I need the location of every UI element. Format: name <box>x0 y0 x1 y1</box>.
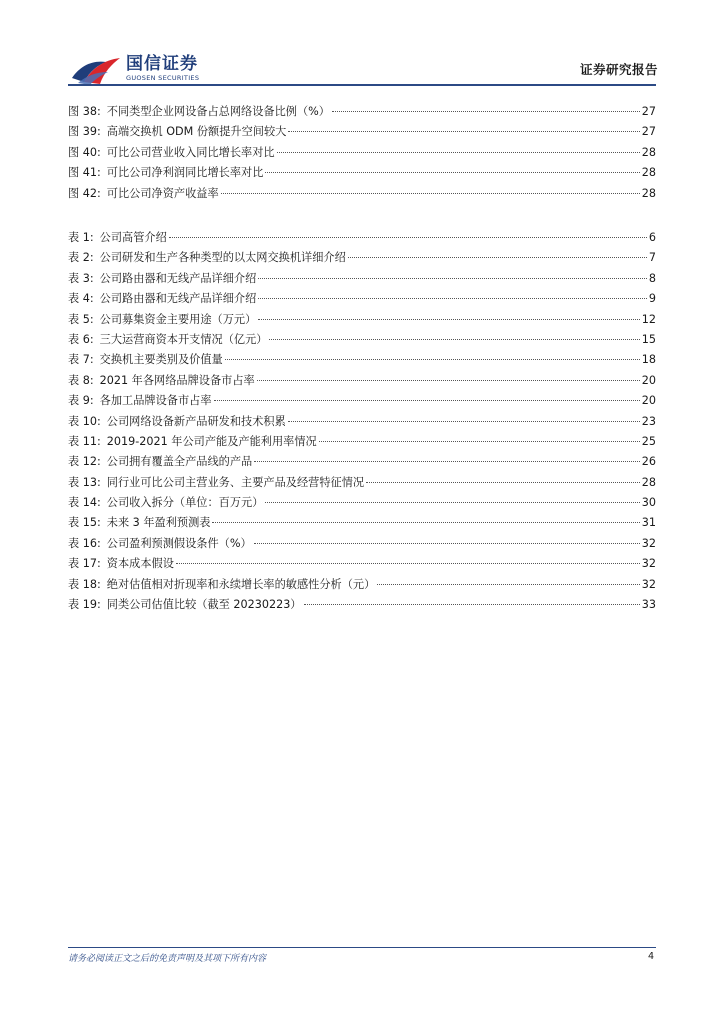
toc-entry-title: 2021 年各网络品牌设备市占率 <box>99 373 255 387</box>
figure-toc-entry[interactable] <box>68 163 656 183</box>
dot-leader <box>269 339 639 340</box>
report-type-label: 证券研究报告 <box>579 62 658 77</box>
table-toc-entry[interactable] <box>68 575 656 595</box>
toc-entry-title: 资本成本假设 <box>106 557 174 571</box>
figure-toc-entry[interactable] <box>68 102 656 122</box>
toc-entry-label: 表 2: <box>68 251 94 265</box>
toc-entry-page: 32 <box>641 557 656 571</box>
toc-entry-label: 图 39: <box>68 125 101 139</box>
page-header <box>0 0 724 92</box>
table-toc-entry[interactable] <box>68 432 656 452</box>
toc-entry-label: 表 19: <box>68 598 101 612</box>
table-toc-entry[interactable] <box>68 534 656 554</box>
toc-entry-label: 表 7: <box>68 353 94 367</box>
dot-leader <box>257 380 640 381</box>
toc-entry-page: 20 <box>641 394 656 408</box>
dot-leader <box>221 193 640 194</box>
dot-leader <box>225 359 640 360</box>
table-list <box>68 228 656 615</box>
toc-entry-page: 27 <box>641 105 656 118</box>
dot-leader <box>258 319 639 320</box>
toc-entry-page: 7 <box>648 251 656 265</box>
toc-entry-label: 图 40: <box>68 145 101 159</box>
toc-entry-page: 28 <box>641 186 656 200</box>
dot-leader <box>176 563 640 564</box>
toc-entry-page: 27 <box>641 125 656 139</box>
table-toc-entry[interactable] <box>68 452 656 472</box>
toc-entry-title: 公司路由器和无线产品详细介绍 <box>99 292 257 306</box>
table-toc-entry[interactable] <box>68 310 656 330</box>
toc-entry-title: 不同类型企业网设备占总网络设备比例（%） <box>106 105 330 118</box>
toc-entry-page: 20 <box>641 373 656 387</box>
toc-entry-page: 6 <box>648 231 656 244</box>
toc-entry-page: 32 <box>641 577 656 591</box>
footer-divider <box>68 947 656 948</box>
toc-entry-label: 表 12: <box>68 455 101 469</box>
toc-entry-page: 28 <box>641 145 656 159</box>
table-toc-entry[interactable] <box>68 473 656 493</box>
logo-chinese-text: 国信证券 <box>126 54 198 74</box>
toc-entry-page: 32 <box>641 536 656 550</box>
toc-entry-title: 未来 3 年盈利预测表 <box>106 516 211 530</box>
dot-leader <box>288 421 640 422</box>
toc-entry-title: 同行业可比公司主营业务、主要产品及经营特征情况 <box>106 475 365 489</box>
toc-entry-title: 三大运营商资本开支情况（亿元） <box>99 332 268 346</box>
disclaimer-note: 请务必阅读正文之后的免责声明及其项下所有内容 <box>68 954 267 964</box>
dot-leader <box>214 400 640 401</box>
table-toc-entry[interactable] <box>68 228 656 248</box>
toc-entry-label: 表 13: <box>68 475 101 489</box>
dot-leader <box>288 131 639 132</box>
toc-entry-page: 9 <box>648 292 656 306</box>
toc-entry-title: 可比公司营业收入同比增长率对比 <box>106 145 275 159</box>
toc-entry-label: 表 9: <box>68 394 94 408</box>
toc-entry-label: 表 16: <box>68 536 101 550</box>
figure-toc-entry[interactable] <box>68 184 656 204</box>
table-toc-entry[interactable] <box>68 554 656 574</box>
figure-list <box>68 102 656 204</box>
toc-entry-title: 公司盈利预测假设条件（%） <box>106 536 252 550</box>
dot-leader <box>258 298 647 299</box>
toc-entry-title: 高端交换机 ODM 份额提升空间较大 <box>106 125 287 139</box>
table-toc-entry[interactable] <box>68 289 656 309</box>
logo-english-text: GUOSEN SECURITIES <box>126 74 200 82</box>
toc-entry-label: 表 15: <box>68 516 101 530</box>
dot-leader <box>254 543 640 544</box>
toc-entry-page: 30 <box>641 496 656 510</box>
toc-entry-title: 可比公司净资产收益率 <box>106 186 219 200</box>
table-toc-entry[interactable] <box>68 269 656 289</box>
dot-leader <box>212 522 639 523</box>
toc-entry-page: 25 <box>641 434 656 448</box>
toc-entry-label: 表 3: <box>68 271 94 285</box>
dot-leader <box>304 604 640 605</box>
toc-entry-page: 8 <box>648 271 656 285</box>
toc-entry-label: 图 41: <box>68 166 101 180</box>
table-toc-entry[interactable] <box>68 595 656 615</box>
toc-entry-title: 公司网络设备新产品研发和技术积累 <box>106 414 286 428</box>
toc-entry-title: 公司高管介绍 <box>99 231 167 244</box>
dot-leader <box>254 461 640 462</box>
header-divider <box>68 84 656 86</box>
toc-entry-page: 28 <box>641 475 656 489</box>
guosen-logo-mark-icon <box>70 52 122 86</box>
toc-entry-label: 表 11: <box>68 434 101 448</box>
dot-leader <box>319 441 640 442</box>
dot-leader <box>265 172 639 173</box>
toc-entry-title: 可比公司净利润同比增长率对比 <box>106 166 264 180</box>
toc-entry-page: 33 <box>641 598 656 612</box>
toc-entry-label: 表 17: <box>68 557 101 571</box>
table-toc-entry[interactable] <box>68 493 656 513</box>
dot-leader <box>348 257 647 258</box>
toc-entry-title: 公司收入拆分（单位：百万元） <box>106 496 264 510</box>
toc-entry-label: 表 1: <box>68 231 94 244</box>
toc-entry-page: 31 <box>641 516 656 530</box>
table-toc-entry[interactable] <box>68 350 656 370</box>
toc-entry-title: 2019-2021 年公司产能及产能利用率情况 <box>106 434 317 448</box>
toc-entry-label: 表 14: <box>68 496 101 510</box>
toc-entry-label: 表 18: <box>68 577 101 591</box>
toc-entry-label: 图 42: <box>68 186 101 200</box>
toc-entry-page: 23 <box>641 414 656 428</box>
dot-leader <box>332 111 640 112</box>
toc-entry-title: 公司拥有覆盖全产品线的产品 <box>106 455 253 469</box>
toc-entry-label: 表 5: <box>68 312 94 326</box>
table-toc-entry[interactable] <box>68 513 656 533</box>
figure-toc-entry[interactable] <box>68 143 656 163</box>
table-toc-entry[interactable] <box>68 391 656 411</box>
table-toc-entry[interactable] <box>68 330 656 350</box>
toc-entry-label: 表 6: <box>68 332 94 346</box>
toc-entry-title: 同类公司估值比较（截至 20230223） <box>106 598 302 612</box>
table-toc-entry[interactable] <box>68 248 656 268</box>
toc-entry-title: 各加工品牌设备市占率 <box>99 394 212 408</box>
toc-entry-label: 表 10: <box>68 414 101 428</box>
toc-entry-label: 表 8: <box>68 373 94 387</box>
toc-entry-page: 18 <box>641 353 656 367</box>
toc-entry-title: 公司路由器和无线产品详细介绍 <box>99 271 257 285</box>
table-toc-entry[interactable] <box>68 371 656 391</box>
toc-entry-page: 26 <box>641 455 656 469</box>
page-number: 4 <box>647 951 654 962</box>
toc-entry-page: 28 <box>641 166 656 180</box>
dot-leader <box>377 584 639 585</box>
toc-entry-title: 绝对估值相对折现率和永续增长率的敏感性分析（元） <box>106 577 376 591</box>
dot-leader <box>277 152 640 153</box>
toc-entry-label: 表 4: <box>68 292 94 306</box>
dot-leader <box>265 502 639 503</box>
toc-entry-title: 公司募集资金主要用途（万元） <box>99 312 257 326</box>
toc-entry-page: 15 <box>641 332 656 346</box>
table-toc-entry[interactable] <box>68 412 656 432</box>
toc-entry-title: 交换机主要类别及价值量 <box>99 353 223 367</box>
toc-entry-title: 公司研发和生产各种类型的以太网交换机详细介绍 <box>99 251 346 265</box>
dot-leader <box>258 278 647 279</box>
guosen-logo <box>70 52 220 86</box>
dot-leader <box>169 237 647 238</box>
toc-entry-label: 图 38: <box>68 105 101 118</box>
figure-toc-entry[interactable] <box>68 122 656 142</box>
dot-leader <box>366 482 640 483</box>
toc-entry-page: 12 <box>641 312 656 326</box>
